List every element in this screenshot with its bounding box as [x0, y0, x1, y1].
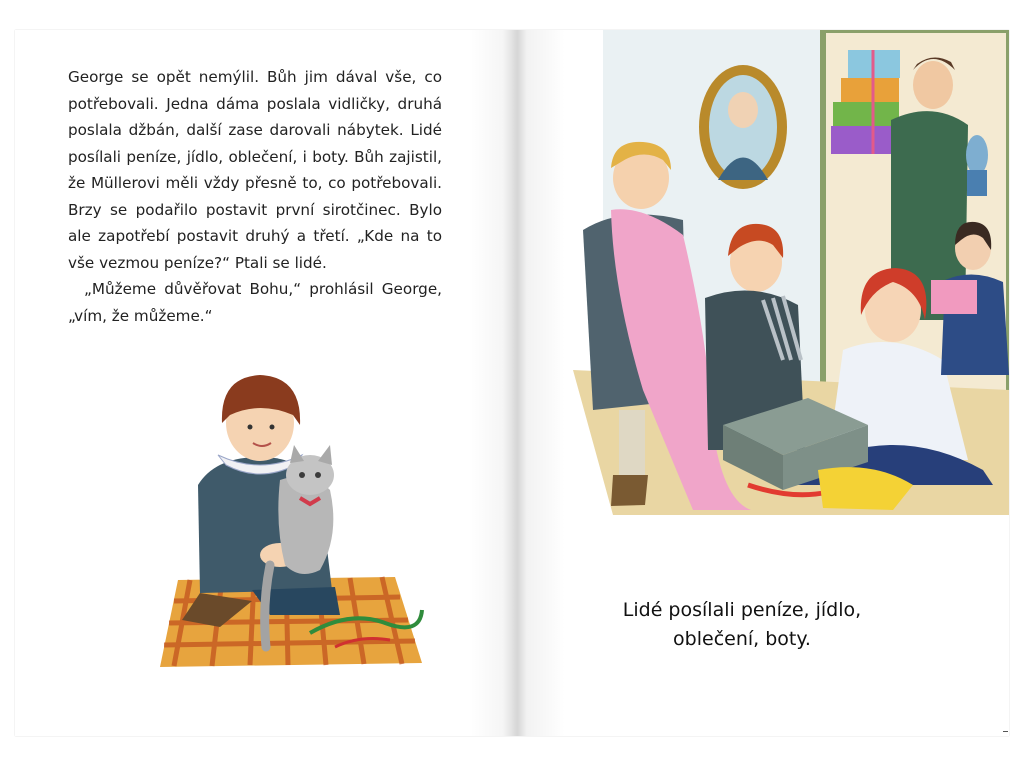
story-paragraph: „Můžeme důvěřovat Bohu,“ prohlásil George, „vím, že můžeme.“: [68, 280, 442, 325]
caption-line: Lidé posílali peníze, jídlo,: [622, 599, 862, 621]
lamp: [966, 135, 988, 196]
story-text: [68, 64, 442, 329]
gifts-scene-illustration: [573, 30, 1009, 515]
illustration-caption: [612, 596, 872, 654]
caption-line: oblečení, boty.: [673, 628, 811, 650]
story-paragraph: George se opět nemýlil. Bůh jim dával vše, co potřebovali. Jedna dáma poslala vidličky, druhá poslala džbán, další zase darovali nábytek. Lidé posílali peníze, jídlo, oblečení, i boty. Bůh zajistil, že Müllerovi měli vždy přesně to, co potřebovali. Brzy se podařilo postavit první sirotčinec. Bylo ale zapotřebí postavit druhý a třetí. „Kde na to vše vezmou peníze?“ Ptali se lidé.: [68, 68, 442, 272]
boy-with-cat-illustration: [160, 365, 430, 670]
portrait-frame: [699, 65, 787, 189]
page-corner-mark: [1003, 731, 1008, 732]
